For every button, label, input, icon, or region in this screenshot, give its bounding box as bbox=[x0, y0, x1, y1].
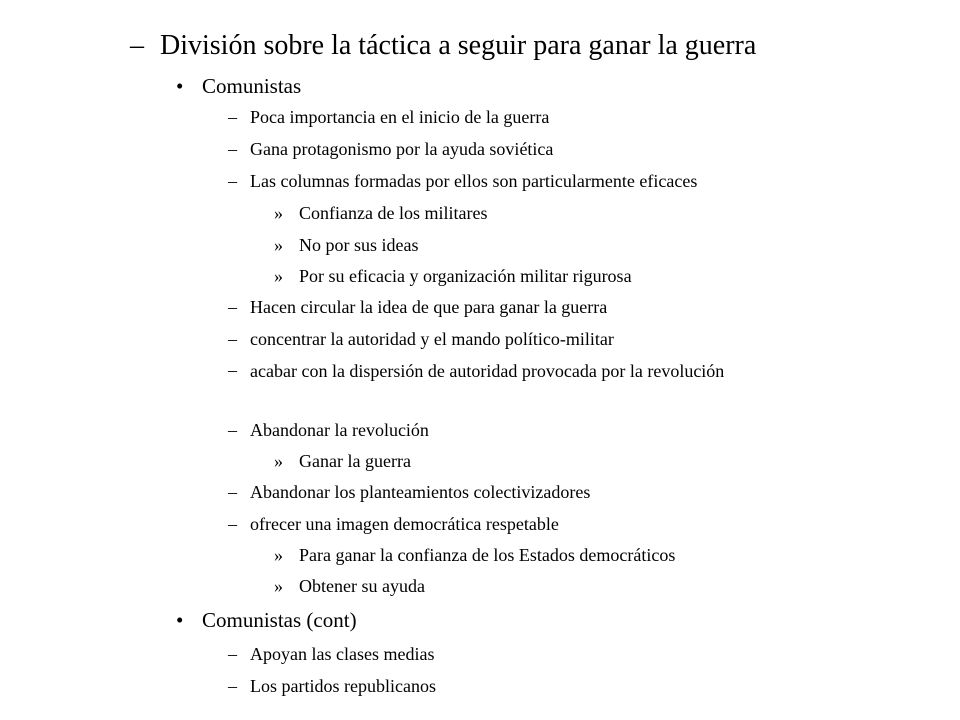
guillemet-marker: » bbox=[274, 235, 283, 255]
heading-dash: – bbox=[130, 30, 144, 61]
list-item-text: acabar con la dispersión de autoridad provocada por la revolución bbox=[250, 361, 725, 381]
sub-list-item-text: Por su eficacia y organización militar rigurosa bbox=[299, 266, 632, 286]
dash-marker: – bbox=[228, 107, 237, 127]
guillemet-marker: » bbox=[274, 545, 283, 565]
dash-marker: – bbox=[228, 329, 237, 349]
list-item-text: Los partidos republicanos bbox=[250, 676, 436, 696]
guillemet-marker: » bbox=[274, 451, 283, 471]
sub-list-item-text: Para ganar la confianza de los Estados democráticos bbox=[299, 545, 676, 565]
list-item-text: Poca importancia en el inicio de la guerra bbox=[250, 107, 550, 127]
dash-marker: – bbox=[228, 514, 237, 534]
list-item-text: ofrecer una imagen democrática respetable bbox=[250, 514, 559, 534]
list-item-text: Gana protagonismo por la ayuda soviética bbox=[250, 139, 554, 159]
list-item-text: Abandonar los planteamientos colectivizadores bbox=[250, 482, 591, 502]
dash-marker: – bbox=[228, 676, 237, 696]
dash-marker: – bbox=[228, 139, 237, 159]
dash-marker: – bbox=[228, 482, 237, 502]
dash-marker: – bbox=[228, 297, 237, 317]
section-title: Comunistas bbox=[202, 74, 302, 98]
sub-list-item-text: Obtener su ayuda bbox=[299, 576, 425, 596]
dash-marker: – bbox=[228, 420, 237, 440]
guillemet-marker: » bbox=[274, 576, 283, 596]
bullet-marker: • bbox=[176, 74, 184, 98]
guillemet-marker: » bbox=[274, 203, 283, 223]
list-item-text: Hacen circular la idea de que para ganar la guerra bbox=[250, 297, 608, 317]
sub-list-item-text: No por sus ideas bbox=[299, 235, 419, 255]
dash-marker: – bbox=[228, 644, 237, 664]
dash-marker: – bbox=[228, 171, 237, 191]
section-title: Comunistas (cont) bbox=[202, 608, 357, 632]
sub-list-item-text: Ganar la guerra bbox=[299, 451, 411, 471]
sub-list-item-text: Confianza de los militares bbox=[299, 203, 488, 223]
list-item-text: Abandonar la revolución bbox=[250, 420, 429, 440]
slide-heading: División sobre la táctica a seguir para ganar la guerra bbox=[160, 30, 757, 61]
guillemet-marker: » bbox=[274, 266, 283, 286]
list-item-text: Apoyan las clases medias bbox=[250, 644, 435, 664]
list-item-text: concentrar la autoridad y el mando político-militar bbox=[250, 329, 614, 349]
list-item-text: Las columnas formadas por ellos son particularmente eficaces bbox=[250, 171, 698, 191]
bullet-marker: • bbox=[176, 608, 184, 632]
dash-marker: – bbox=[228, 360, 237, 380]
